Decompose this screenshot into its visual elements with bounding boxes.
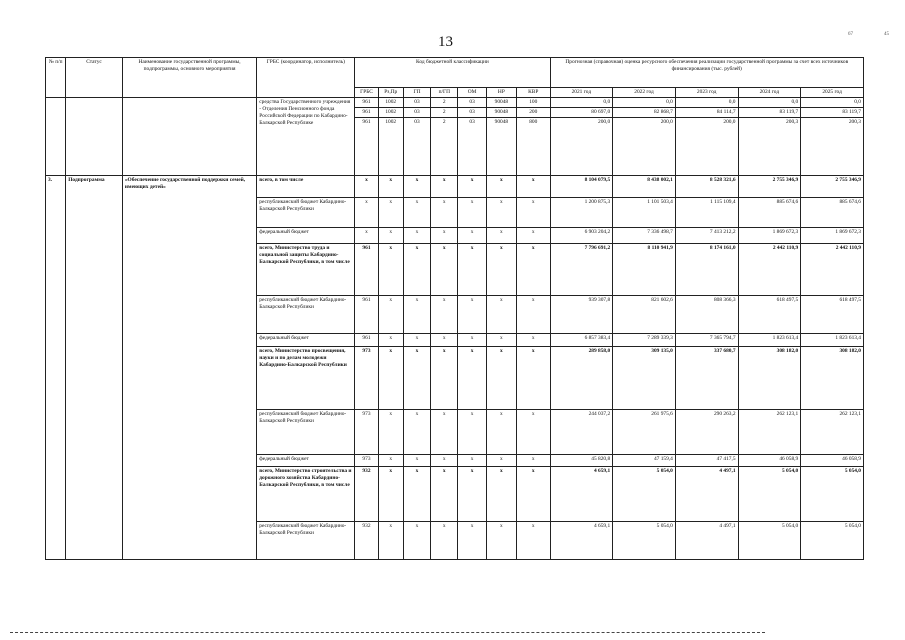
value-cell: 83 119,7	[801, 107, 864, 117]
value-cell: 4 659,1	[550, 521, 613, 559]
row-label: республиканский бюджет Кабардино-Балкарской Республики	[257, 409, 355, 454]
code-cell: x	[403, 346, 430, 409]
code-cell: x	[403, 466, 430, 521]
code-cell: 03	[403, 98, 430, 108]
value-cell: 0,0	[738, 98, 801, 108]
code-cell: x	[517, 243, 550, 295]
value-cell: 6 903 204,2	[550, 227, 613, 243]
value-cell: 5 054,0	[801, 466, 864, 521]
code-cell: 03	[458, 117, 486, 175]
section-status: Подпрограмма	[66, 175, 123, 559]
value-cell: 4 497,1	[675, 466, 738, 521]
value-cell: 4 497,1	[675, 521, 738, 559]
year-header: 2021 год	[550, 88, 613, 98]
name-cell	[122, 98, 256, 176]
subheader-cell: КВР	[517, 88, 550, 98]
value-cell: 939 307,8	[550, 295, 613, 333]
value-cell: 5 054,0	[613, 521, 676, 559]
code-cell: x	[403, 409, 430, 454]
status-cell	[66, 98, 123, 176]
value-cell: 5 054,0	[613, 466, 676, 521]
value-cell: 47 159,4	[613, 454, 676, 466]
value-cell: 200,3	[801, 117, 864, 175]
value-cell: 308 182,0	[738, 346, 801, 409]
subheader-cell: ОМ	[458, 88, 486, 98]
code-cell: 03	[458, 107, 486, 117]
code-cell: 973	[355, 454, 378, 466]
value-cell: 2 442 110,9	[738, 243, 801, 295]
code-cell: x	[378, 521, 403, 559]
code-cell: x	[486, 333, 516, 346]
value-cell: 885 674,6	[738, 197, 801, 227]
code-cell: x	[517, 227, 550, 243]
code-cell: x	[431, 295, 458, 333]
code-cell: x	[458, 466, 486, 521]
code-cell: x	[486, 197, 516, 227]
code-cell: x	[403, 521, 430, 559]
subheader-cell: ГРБС	[355, 88, 378, 98]
value-cell: 5 054,0	[738, 466, 801, 521]
code-cell: x	[458, 243, 486, 295]
code-cell: x	[486, 409, 516, 454]
code-cell: x	[431, 521, 458, 559]
value-cell: 2 755 346,9	[738, 175, 801, 197]
value-cell: 46 058,9	[801, 454, 864, 466]
value-cell: 289 858,0	[550, 346, 613, 409]
code-cell: 973	[355, 409, 378, 454]
value-cell: 46 058,9	[738, 454, 801, 466]
section-num: 3.	[46, 175, 66, 559]
code-cell: x	[458, 454, 486, 466]
code-cell: x	[517, 346, 550, 409]
code-cell: 2	[431, 98, 458, 108]
value-cell: 2 755 346,9	[801, 175, 864, 197]
code-cell: 973	[355, 346, 378, 409]
row-label: республиканский бюджет Кабардино-Балкарской Республики	[257, 521, 355, 559]
year-header: 2024 год	[738, 88, 801, 98]
subheader-cell: п/ГП	[431, 88, 458, 98]
value-cell: 47 417,5	[675, 454, 738, 466]
value-cell: 8 438 002,1	[613, 175, 676, 197]
section-name: «Обеспечение государственной поддержки семей, имеющих детей»	[122, 175, 256, 559]
scan-edge-line	[10, 632, 765, 635]
value-cell: 80 697,0	[550, 107, 613, 117]
code-cell: 100	[517, 98, 550, 108]
code-cell: x	[355, 227, 378, 243]
row-label: республиканский бюджет Кабардино-Балкарской Республики	[257, 197, 355, 227]
year-header: 2023 год	[675, 88, 738, 98]
code-cell: 961	[355, 333, 378, 346]
code-cell: x	[431, 243, 458, 295]
code-cell: x	[403, 197, 430, 227]
code-cell: 961	[355, 243, 378, 295]
row-label: федеральный бюджет	[257, 333, 355, 346]
code-cell: 90048	[486, 98, 516, 108]
corner-mark-right: 45	[884, 32, 889, 37]
value-cell: 618 497,5	[738, 295, 801, 333]
value-cell: 84 114,7	[675, 107, 738, 117]
budget-table	[45, 57, 864, 560]
code-cell: x	[486, 466, 516, 521]
value-cell: 45 820,8	[550, 454, 613, 466]
code-cell: x	[458, 346, 486, 409]
code-cell: x	[378, 466, 403, 521]
code-cell: x	[378, 175, 403, 197]
value-cell: 618 497,5	[801, 295, 864, 333]
row-label: федеральный бюджет	[257, 227, 355, 243]
code-cell: x	[458, 227, 486, 243]
code-cell: x	[517, 333, 550, 346]
code-cell: x	[486, 227, 516, 243]
value-cell: 8 110 941,9	[613, 243, 676, 295]
code-cell: x	[403, 454, 430, 466]
code-cell: 961	[355, 107, 378, 117]
page-number: 13	[438, 34, 453, 50]
code-cell: 03	[403, 107, 430, 117]
code-cell: x	[378, 197, 403, 227]
code-cell: x	[517, 175, 550, 197]
value-cell: 244 037,2	[550, 409, 613, 454]
code-cell: x	[458, 409, 486, 454]
subheader-cell: НР	[486, 88, 516, 98]
value-cell: 6 857 383,4	[550, 333, 613, 346]
code-cell: x	[517, 521, 550, 559]
code-cell: x	[378, 454, 403, 466]
code-cell: x	[517, 466, 550, 521]
num-cell	[46, 98, 66, 176]
header-name: Наименование государственной программы, подпрограммы, основного мероприятия	[122, 58, 256, 98]
code-cell: x	[431, 454, 458, 466]
corner-mark-left: 67	[848, 32, 853, 37]
code-cell: 1002	[378, 117, 403, 175]
code-cell: x	[378, 409, 403, 454]
value-cell: 7 796 691,2	[550, 243, 613, 295]
code-cell: x	[431, 175, 458, 197]
code-cell: x	[378, 243, 403, 295]
code-cell: x	[458, 295, 486, 333]
value-cell: 290 263,2	[675, 409, 738, 454]
row-label: республиканский бюджет Кабардино-Балкарской Республики	[257, 295, 355, 333]
grbs-text-cell: средства Государственного учреждения - Отделения Пенсионного фонда Российской Федерации по Кабардино-Балкарской Республике	[257, 98, 355, 176]
value-cell: 200,0	[550, 117, 613, 175]
code-cell: 1002	[378, 98, 403, 108]
subheader-cell: ГП	[403, 88, 430, 98]
code-cell: x	[486, 454, 516, 466]
value-cell: 8 174 161,0	[675, 243, 738, 295]
value-cell: 82 868,7	[613, 107, 676, 117]
code-cell: x	[431, 333, 458, 346]
value-cell: 1 823 613,4	[801, 333, 864, 346]
value-cell: 309 135,0	[613, 346, 676, 409]
code-cell: x	[355, 175, 378, 197]
subprogram-row	[46, 175, 864, 197]
code-cell: 2	[431, 107, 458, 117]
header-grbs: ГРБС (координатор, исполнитель)	[257, 58, 355, 98]
value-cell: 262 123,1	[738, 409, 801, 454]
value-cell: 1 869 672,3	[738, 227, 801, 243]
code-cell: x	[431, 409, 458, 454]
code-cell: 961	[355, 98, 378, 108]
value-cell: 8 528 321,6	[675, 175, 738, 197]
code-cell: 961	[355, 295, 378, 333]
code-cell: 1002	[378, 107, 403, 117]
code-cell: x	[458, 521, 486, 559]
value-cell: 7 365 794,7	[675, 333, 738, 346]
code-cell: x	[431, 197, 458, 227]
value-cell: 308 182,0	[801, 346, 864, 409]
code-cell: x	[517, 197, 550, 227]
value-cell: 200,0	[613, 117, 676, 175]
code-cell: 2	[431, 117, 458, 175]
value-cell: 200,0	[675, 117, 738, 175]
value-cell: 5 054,0	[738, 521, 801, 559]
value-cell: 262 123,1	[801, 409, 864, 454]
header-forecast: Прогнозная (справочная) оценка ресурсного обеспечения реализации государственной программы за счет всех источников финансирования (тыс. рублей)	[550, 58, 864, 88]
value-cell: 0,0	[550, 98, 613, 108]
code-cell: x	[458, 197, 486, 227]
value-cell: 821 602,6	[613, 295, 676, 333]
row-label: всего, Министерство просвещения, науки и по делам молодежи Кабардино-Балкарской Республики	[257, 346, 355, 409]
code-cell: x	[403, 227, 430, 243]
value-cell: 885 674,6	[801, 197, 864, 227]
value-cell: 5 054,0	[801, 521, 864, 559]
row-label: всего, в том числе	[257, 175, 355, 197]
value-cell: 7 289 339,3	[613, 333, 676, 346]
code-cell: x	[378, 333, 403, 346]
value-cell: 337 680,7	[675, 346, 738, 409]
code-cell: 03	[458, 98, 486, 108]
value-cell: 1 869 672,3	[801, 227, 864, 243]
code-cell: x	[403, 175, 430, 197]
row-label: всего, Министерство труда и социальной защиты Кабардино-Балкарской Республики, в том числе	[257, 243, 355, 295]
code-cell: x	[431, 227, 458, 243]
code-cell: x	[458, 175, 486, 197]
code-cell: x	[486, 346, 516, 409]
value-cell: 261 975,6	[613, 409, 676, 454]
value-cell: 1 101 503,4	[613, 197, 676, 227]
code-cell: 90048	[486, 117, 516, 175]
header-status: Статус	[66, 58, 123, 98]
value-cell: 7 336 498,7	[613, 227, 676, 243]
code-cell: x	[403, 243, 430, 295]
code-cell: 932	[355, 466, 378, 521]
value-cell: 2 442 110,9	[801, 243, 864, 295]
code-cell: x	[458, 333, 486, 346]
header-row	[46, 58, 864, 88]
code-cell: x	[431, 346, 458, 409]
value-cell: 1 823 613,4	[738, 333, 801, 346]
value-cell: 1 200 875,3	[550, 197, 613, 227]
value-cell: 808 366,3	[675, 295, 738, 333]
header-num: № п/п	[46, 58, 66, 98]
year-header: 2022 год	[613, 88, 676, 98]
code-cell: 961	[355, 117, 378, 175]
code-cell: 200	[517, 107, 550, 117]
pension-fund-row	[46, 98, 864, 108]
subheader-cell: Рз,Пр	[378, 88, 403, 98]
code-cell: x	[378, 295, 403, 333]
code-cell: x	[355, 197, 378, 227]
value-cell: 0,0	[675, 98, 738, 108]
code-cell: x	[486, 295, 516, 333]
row-label: федеральный бюджет	[257, 454, 355, 466]
code-cell: 932	[355, 521, 378, 559]
code-cell: 03	[403, 117, 430, 175]
value-cell: 7 413 212,2	[675, 227, 738, 243]
code-cell: x	[486, 175, 516, 197]
code-cell: 90048	[486, 107, 516, 117]
value-cell: 0,0	[613, 98, 676, 108]
header-code: Код бюджетной классификации	[355, 58, 550, 88]
code-cell: x	[403, 295, 430, 333]
value-cell: 1 115 109,4	[675, 197, 738, 227]
value-cell: 8 104 079,5	[550, 175, 613, 197]
year-header: 2025 год	[801, 88, 864, 98]
row-label: всего, Министерство строительства и дорожного хозяйства Кабардино-Балкарской Республики, в том числе	[257, 466, 355, 521]
code-cell: x	[378, 227, 403, 243]
code-cell: x	[486, 521, 516, 559]
code-cell: x	[378, 346, 403, 409]
value-cell: 83 119,7	[738, 107, 801, 117]
code-cell: x	[517, 295, 550, 333]
code-cell: 800	[517, 117, 550, 175]
code-cell: x	[403, 333, 430, 346]
code-cell: x	[517, 454, 550, 466]
code-cell: x	[431, 466, 458, 521]
code-cell: x	[517, 409, 550, 454]
value-cell: 0,0	[801, 98, 864, 108]
code-cell: x	[486, 243, 516, 295]
value-cell: 200,3	[738, 117, 801, 175]
value-cell: 4 659,1	[550, 466, 613, 521]
